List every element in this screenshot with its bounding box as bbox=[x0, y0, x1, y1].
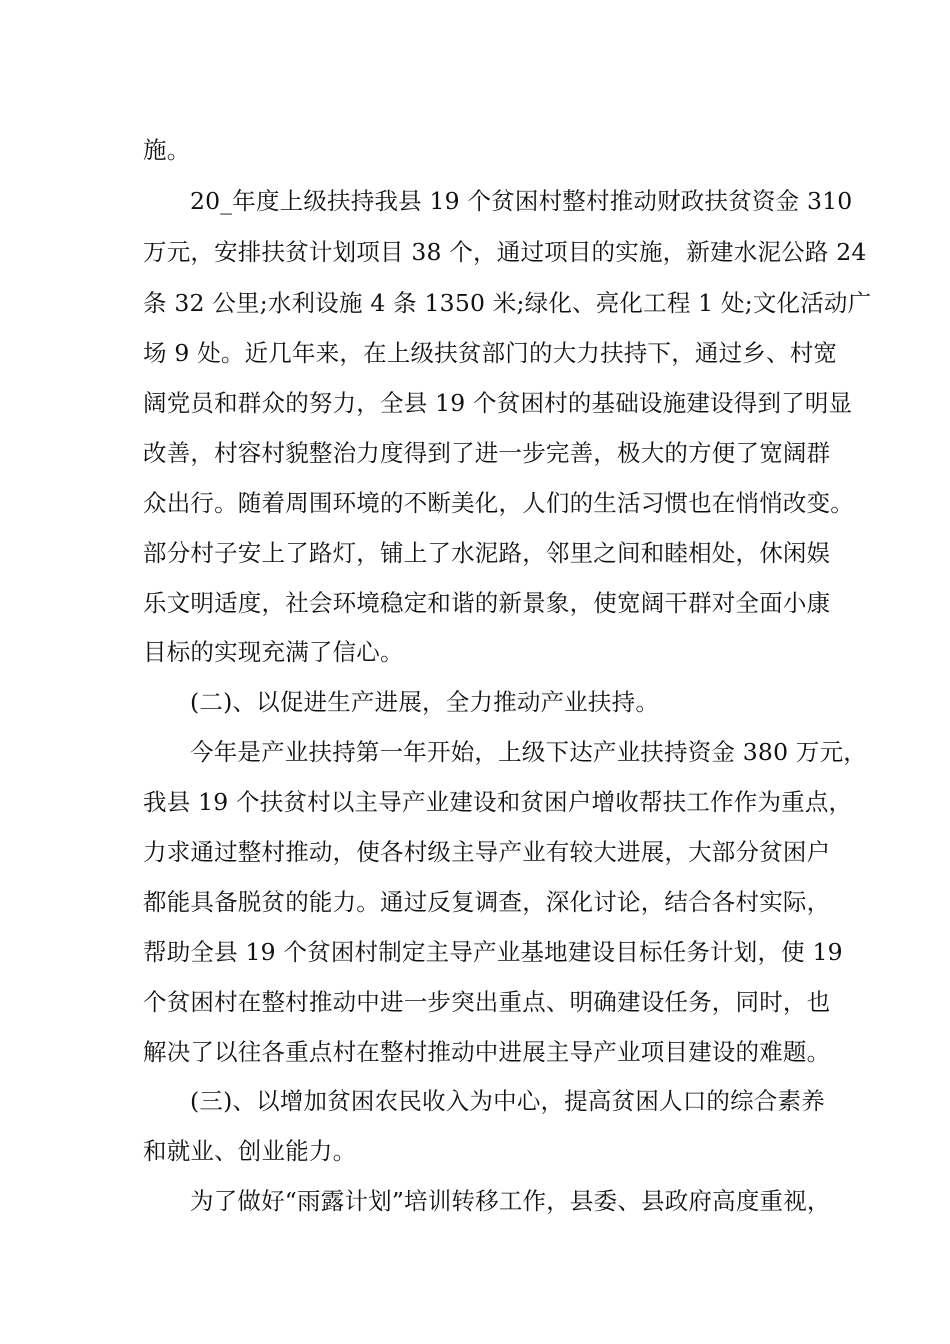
text-line-3: 万元，安排扶贫计划项目 38 个，通过项目的实施，新建水泥公路 24 bbox=[143, 238, 867, 266]
text-line-16: 都能具备脱贫的能力。通过反复调查，深化讨论，结合各村实际， bbox=[143, 888, 831, 916]
text-line-2: 20_年度上级扶持我县 19 个贫困村整村推动财政扶贫资金 310 bbox=[190, 187, 853, 215]
text-line-15: 力求通过整村推动，使各村级主导产业有较大进展，大部分贫困户 bbox=[143, 838, 831, 866]
section-heading-2: (二)、以促进生产进展，全力推动产业扶持。 bbox=[190, 688, 660, 716]
text-line-6: 阔党员和群众的努力，全县 19 个贫困村的基础设施建设得到了明显 bbox=[143, 389, 853, 417]
text-line-9: 部分村子安上了路灯，铺上了水泥路，邻里之间和睦相处，休闲娱 bbox=[143, 539, 831, 567]
text-line-4: 条 32 公里;水利设施 4 条 1350 米;绿化、亮化工程 1 处;文化活动广 bbox=[143, 289, 872, 317]
text-line-14: 我县 19 个扶贫村以主导产业建设和贫困户增收帮扶工作作为重点， bbox=[143, 788, 853, 816]
text-line-7: 改善，村容村貌整治力度得到了进一步完善，极大的方便了宽阔群 bbox=[143, 439, 831, 467]
text-line-19: 解决了以往各重点村在整村推动中进展主导产业项目建设的难题。 bbox=[143, 1038, 831, 1066]
text-line-18: 个贫困村在整村推动中进一步突出重点、明确建设任务，同时，也 bbox=[143, 988, 831, 1016]
text-line-22: 为了做好“雨露计划”培训转移工作，县委、县政府高度重视， bbox=[190, 1187, 831, 1215]
section-heading-3: (三)、以增加贫困农民收入为中心，提高贫困人口的综合素养 bbox=[190, 1087, 825, 1115]
text-line-13: 今年是产业扶持第一年开始，上级下达产业扶持资金 380 万元， bbox=[190, 738, 867, 766]
text-line-5: 场 9 处。近几年来，在上级扶贫部门的大力扶持下，通过乡、村宽 bbox=[143, 339, 838, 367]
text-line-21: 和就业、创业能力。 bbox=[143, 1137, 357, 1165]
text-line-11: 目标的实现充满了信心。 bbox=[143, 638, 404, 666]
text-line-1: 施。 bbox=[143, 136, 191, 164]
text-line-8: 众出行。随着周围环境的不断美化，人们的生活习惯也在悄悄改变。 bbox=[143, 489, 854, 517]
text-line-10: 乐文明适度，社会环境稳定和谐的新景象，使宽阔干群对全面小康 bbox=[143, 589, 831, 617]
text-line-17: 帮助全县 19 个贫困村制定主导产业基地建设目标任务计划，使 19 bbox=[143, 938, 843, 966]
